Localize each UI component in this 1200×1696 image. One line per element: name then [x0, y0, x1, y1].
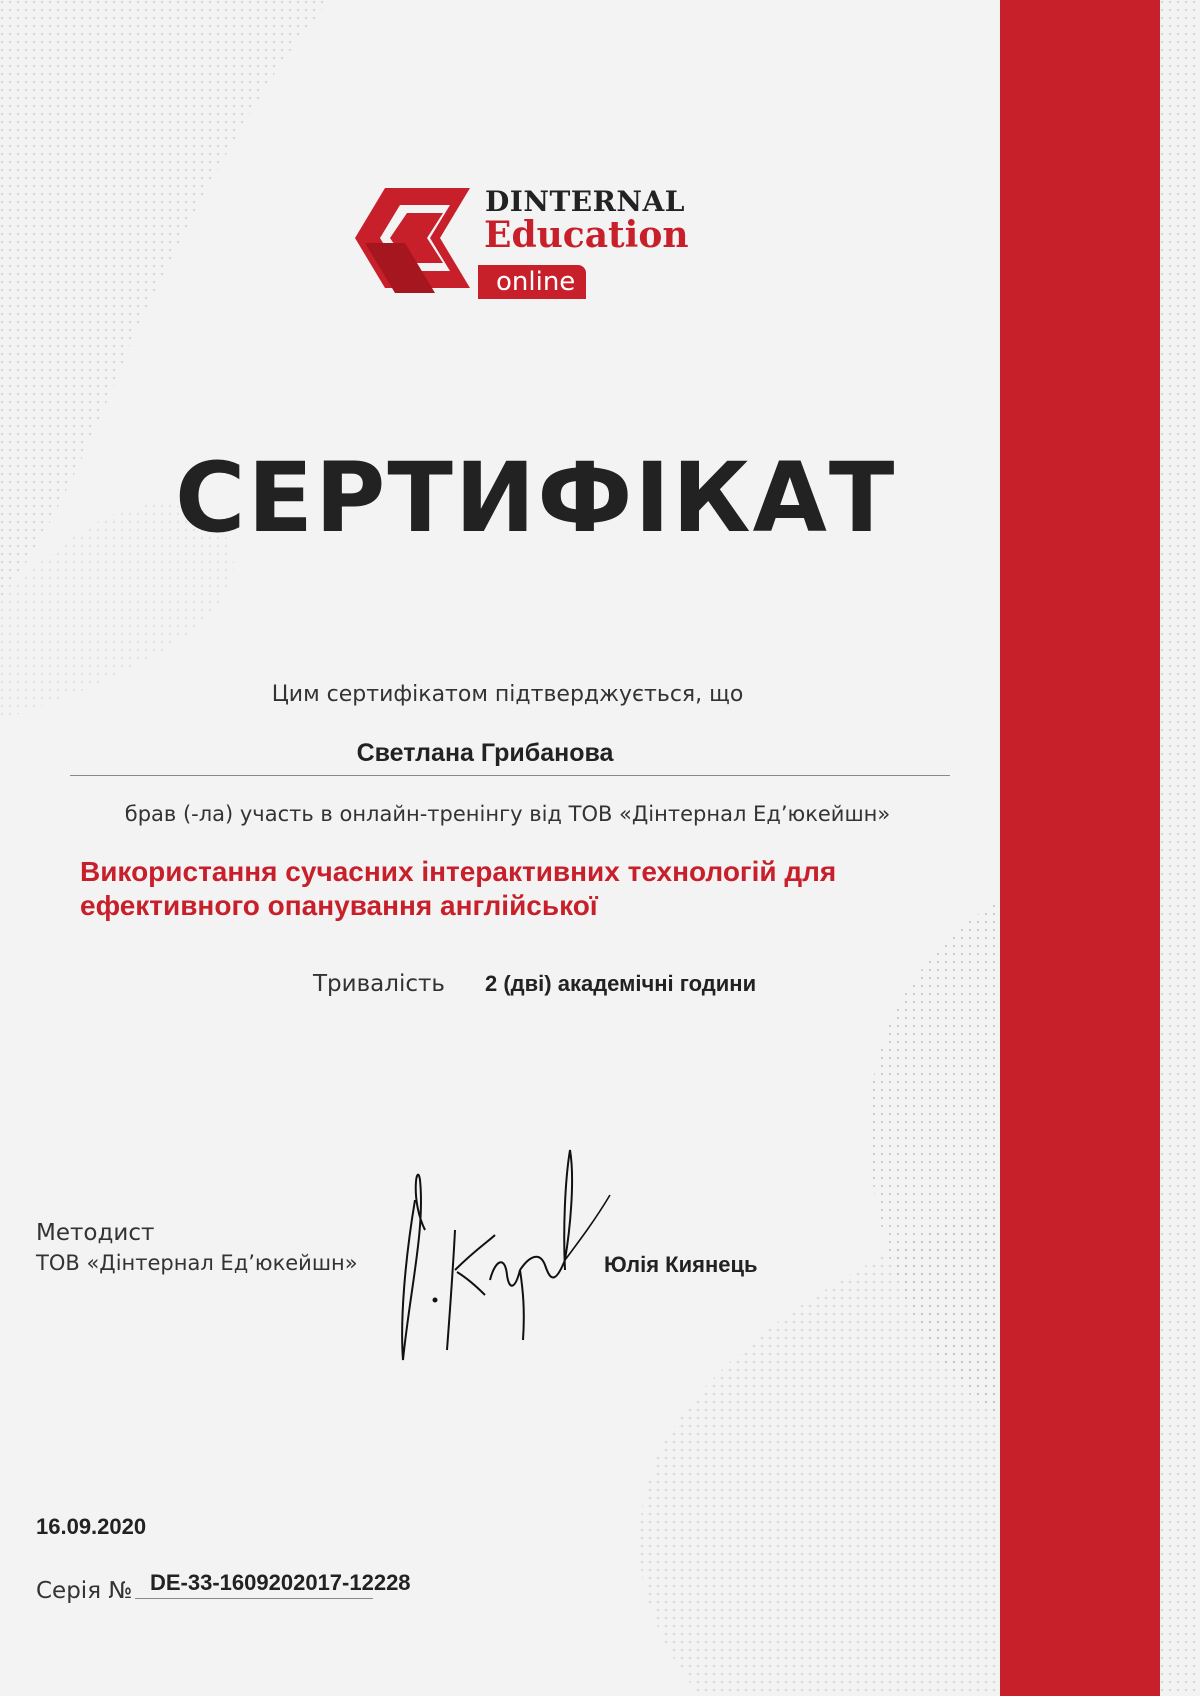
- series-underline: [135, 1598, 373, 1599]
- signatory-organization: ТОВ «Дінтернал Ед’юкейшн»: [36, 1251, 358, 1275]
- recipient-underline: [70, 775, 950, 776]
- signatory-role: Методист: [36, 1220, 155, 1246]
- issue-date: 16.09.2020: [36, 1514, 147, 1539]
- logo-online-text: online: [496, 267, 576, 297]
- course-title-line2: ефективного опанування англійської: [80, 889, 598, 921]
- participation-text: брав (-ла) участь в онлайн-тренінгу від ТОВ «Дінтернал Ед’юкейшн»: [124, 802, 891, 826]
- handwritten-signature: [395, 1140, 615, 1370]
- course-title: [80, 855, 960, 922]
- duration-value: 2 (дві) академічні години: [485, 971, 757, 996]
- logo-wordmark-line1: DINTERNAL: [485, 185, 685, 218]
- duration-label: Тривалість: [313, 971, 445, 997]
- course-title-line1: Використання сучасних інтерактивних технологій для: [80, 856, 837, 887]
- confirm-text: Цим сертифікатом підтверджується, що: [271, 682, 744, 707]
- recipient-name: Светлана Грибанова: [356, 739, 614, 767]
- red-side-band: [1000, 0, 1160, 1696]
- series-label: Серія №: [36, 1578, 133, 1604]
- logo-wordmark-line2: Education: [484, 214, 689, 256]
- certificate-title: СЕРТИФІКАТ: [175, 442, 897, 554]
- logo-online-badge: [478, 265, 586, 299]
- series-number: DE-33-1609202017-12228: [150, 1570, 411, 1595]
- signatory-name: Юлія Киянець: [604, 1252, 758, 1277]
